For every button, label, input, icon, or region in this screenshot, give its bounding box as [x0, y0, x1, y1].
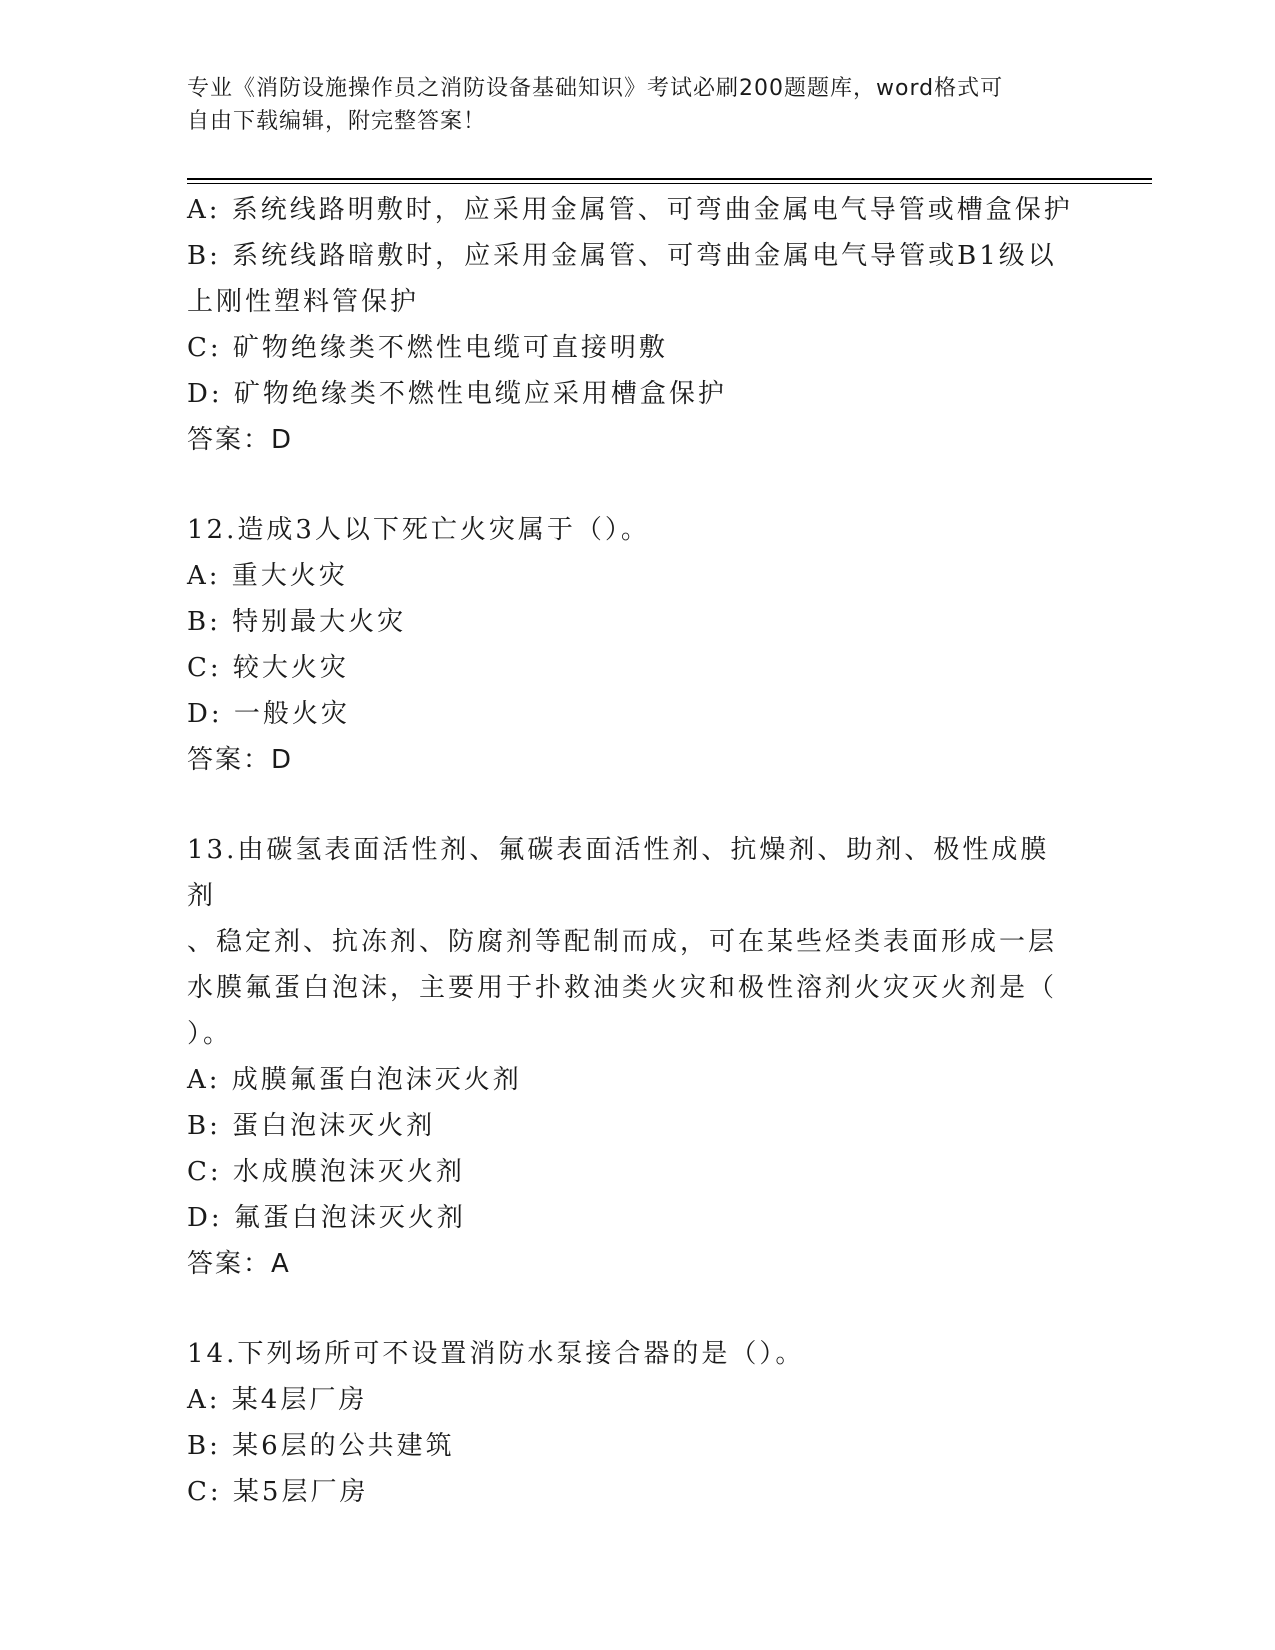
document-body — [187, 187, 1077, 1515]
q14-option-b: B: 某6层的公共建筑 — [187, 1431, 455, 1461]
q11-option-b-line-1: B: 系统线路暗敷时，应采用金属管、可弯曲金属电气导管或B1级以 — [187, 241, 1057, 271]
header-line-1: 专业《消防设施操作员之消防设备基础知识》考试必刷200题题库，word格式可 — [187, 76, 1004, 101]
header-rule-thick — [187, 178, 1152, 180]
q11-option-d: D: 矿物绝缘类不燃性电缆应采用槽盒保护 — [187, 379, 727, 409]
q14-option-c: C: 某5层厂房 — [187, 1477, 369, 1507]
q12-option-b: B: 特别最大火灾 — [187, 607, 407, 637]
q11-answer: 答案：D — [187, 425, 294, 455]
q11-option-a: A: 系统线路明敷时，应采用金属管、可弯曲金属电气导管或槽盒保护 — [187, 195, 1073, 225]
header-line-2: 自由下载编辑，附完整答案！ — [187, 109, 487, 134]
q12-option-a: A: 重大火灾 — [187, 561, 348, 591]
q13-answer: 答案：A — [187, 1249, 291, 1279]
q13-option-b: B: 蛋白泡沫灭火剂 — [187, 1111, 436, 1141]
q11-option-b-line-2: 上刚性塑料管保护 — [187, 287, 420, 317]
q13-question-line-2: 、稳定剂、抗冻剂、防腐剂等配制而成，可在某些烃类表面形成一层 — [187, 927, 1058, 957]
q14-question: 14.下列场所可不设置消防水泵接合器的是（）。 — [187, 1339, 805, 1369]
q13-question-line-3: 水膜氟蛋白泡沫，主要用于扑救油类火灾和极性溶剂火灾灭火剂是（ — [187, 973, 1058, 1003]
q12-option-d: D: 一般火灾 — [187, 699, 350, 729]
header-rule-thin — [187, 183, 1152, 184]
spacer — [187, 1287, 1077, 1331]
document-header — [187, 72, 1067, 138]
q13-question-line-4: ）。 — [187, 1019, 233, 1049]
spacer — [187, 463, 1077, 507]
q12-question: 12.造成3人以下死亡火灾属于（）。 — [187, 515, 650, 545]
q12-answer: 答案：D — [187, 745, 294, 775]
q13-option-d: D: 氟蛋白泡沫灭火剂 — [187, 1203, 466, 1233]
q13-option-a: A: 成膜氟蛋白泡沫灭火剂 — [187, 1065, 522, 1095]
q13-option-c: C: 水成膜泡沫灭火剂 — [187, 1157, 465, 1187]
spacer — [187, 783, 1077, 827]
q11-option-c: C: 矿物绝缘类不燃性电缆可直接明敷 — [187, 333, 668, 363]
q12-option-c: C: 较大火灾 — [187, 653, 349, 683]
q13-question-line-1: 13.由碳氢表面活性剂、氟碳表面活性剂、抗燥剂、助剂、极性成膜剂 — [187, 835, 1050, 911]
q14-option-a: A: 某4层厂房 — [187, 1385, 368, 1415]
